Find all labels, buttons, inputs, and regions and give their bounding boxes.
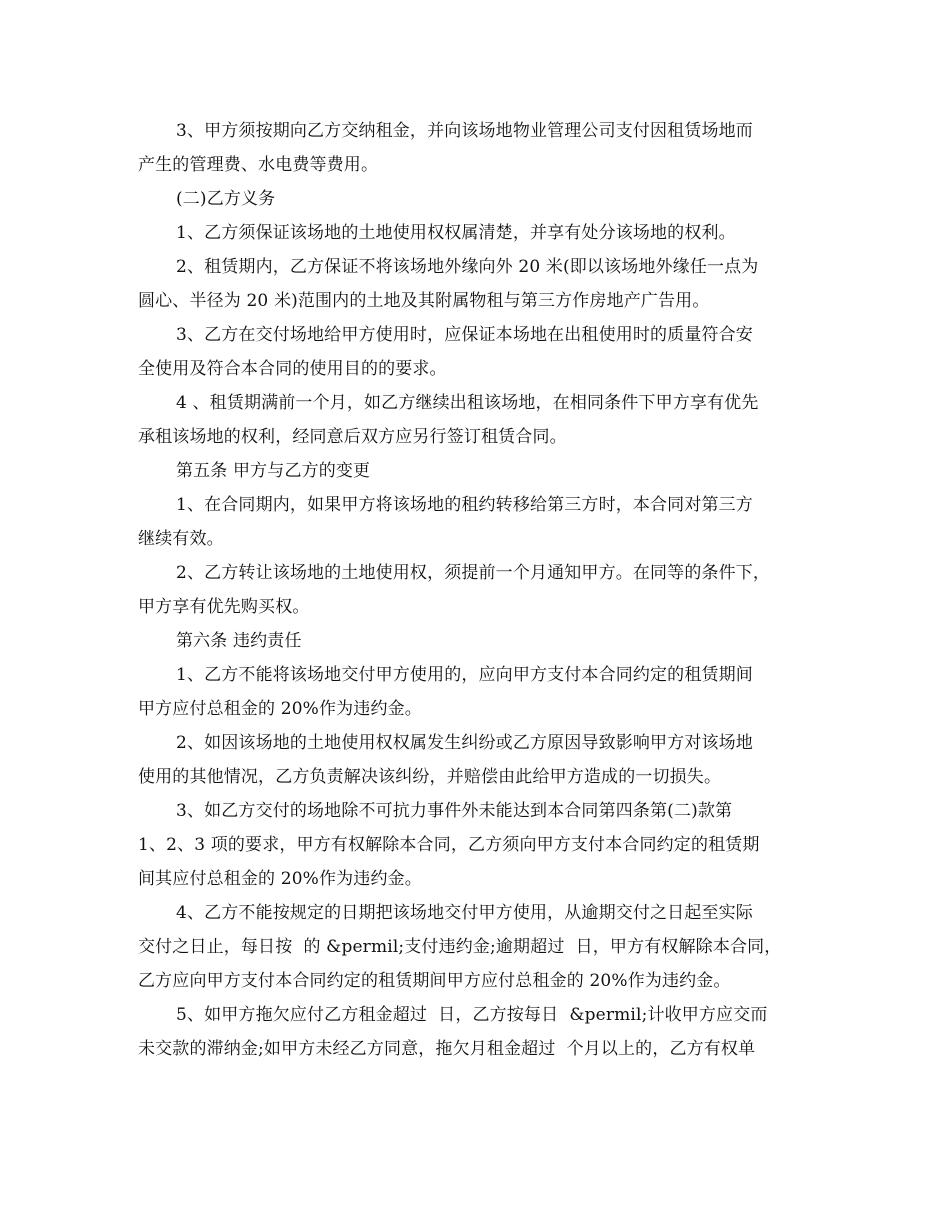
text-line: 5、如甲方拖欠应付乙方租金超过 日，乙方按每日 &permil;计收甲方应交而 bbox=[176, 1005, 768, 1025]
text-line: 承租该场地的权利，经同意后双方应另行签订租赁合同。 bbox=[138, 427, 567, 447]
text-line: 3、乙方在交付场地给甲方使用时，应保证本场地在出租使用时的质量符合安 bbox=[176, 325, 753, 345]
document-body bbox=[138, 114, 830, 1066]
text-line: 交付之日止，每日按 的 &permil;支付违约金;逾期超过 日，甲方有权解除本合同， bbox=[138, 937, 782, 957]
text-line: 3、如乙方交付的场地除不可抗力事件外未能达到本合同第四条第(二)款第 bbox=[176, 801, 733, 821]
text-line: 2、乙方转让该场地的土地使用权，须提前一个月通知甲方。在同等的条件下， bbox=[176, 563, 771, 583]
text-line: 1、2、3 项的要求，甲方有权解除本合同，乙方须向甲方支付本合同约定的租赁期 bbox=[138, 835, 760, 855]
text-line: 产生的管理费、水电费等费用。 bbox=[138, 155, 379, 175]
article-heading: 第六条 违约责任 bbox=[176, 631, 302, 651]
text-line: 间其应付总租金的 20%作为违约金。 bbox=[138, 869, 422, 889]
text-line: 1、在合同期内，如果甲方将该场地的租约转移给第三方时，本合同对第三方 bbox=[176, 495, 753, 515]
text-line: 1、乙方不能将该场地交付甲方使用的，应向甲方支付本合同约定的租赁期间 bbox=[176, 665, 753, 685]
text-line: 乙方应向甲方支付本合同约定的租赁期间甲方应付总租金的 20%作为违约金。 bbox=[138, 971, 731, 991]
text-line: 2、租赁期内，乙方保证不将该场地外缘向外 20 米(即以该场地外缘任一点为 bbox=[176, 257, 759, 277]
text-line: 继续有效。 bbox=[138, 529, 224, 549]
text-line: 使用的其他情况，乙方负责解决该纠纷，并赔偿由此给甲方造成的一切损失。 bbox=[138, 767, 722, 787]
text-line: 3、甲方须按期向乙方交纳租金，并向该场地物业管理公司支付因租赁场地而 bbox=[176, 121, 753, 141]
text-line: 甲方享有优先购买权。 bbox=[138, 597, 310, 617]
text-line: 4 、租赁期满前一个月，如乙方继续出租该场地，在相同条件下甲方享有优先 bbox=[176, 393, 759, 413]
text-line: 甲方应付总租金的 20%作为违约金。 bbox=[138, 699, 422, 719]
text-line: 圆心、半径为 20 米)范围内的土地及其附属物租与第三方作房地产广告用。 bbox=[138, 291, 710, 311]
text-line: 4、乙方不能按规定的日期把该场地交付甲方使用，从逾期交付之日起至实际 bbox=[176, 903, 753, 923]
article-heading: 第五条 甲方与乙方的变更 bbox=[176, 461, 371, 481]
text-line: 1、乙方须保证该场地的土地使用权权属清楚，并享有处分该场地的权利。 bbox=[176, 223, 736, 243]
section-subheading: (二)乙方义务 bbox=[176, 189, 276, 209]
text-line: 未交款的滞纳金;如甲方未经乙方同意，拖欠月租金超过 个月以上的，乙方有权单 bbox=[138, 1039, 756, 1059]
text-line: 2、如因该场地的土地使用权权属发生纠纷或乙方原因导致影响甲方对该场地 bbox=[176, 733, 753, 753]
text-line: 全使用及符合本合同的使用目的的要求。 bbox=[138, 359, 447, 379]
